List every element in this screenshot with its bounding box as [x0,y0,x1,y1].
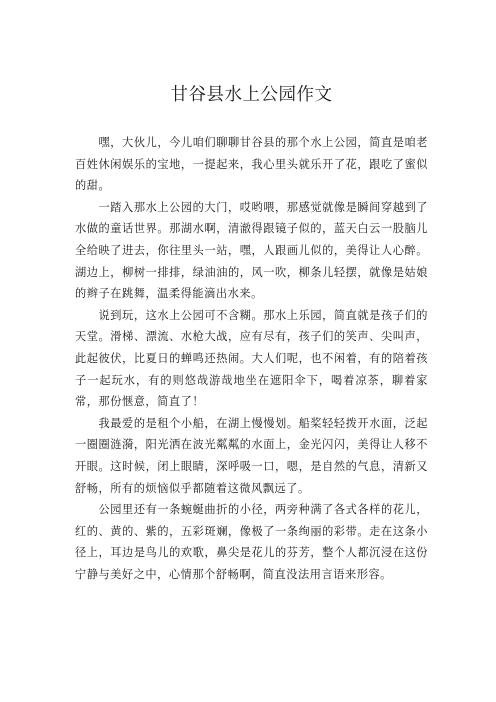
paragraph: 嘿，大伙儿，今儿咱们聊聊甘谷县的那个水上公园，简直是咱老百姓休闲娱乐的宝地，一提起来，我心里头就乐开了花，跟吃了蜜似的甜。 [75,136,428,193]
paragraph: 我最爱的是租个小船，在湖上慢慢划。船桨轻轻拨开水面，泛起一圈圈涟漪，阳光洒在波光粼粼的水面上，金光闪闪，美得让人移不开眼。这时候，闭上眼睛，深呼吸一口，嗯，是自然的气息，清新又舒畅，所有的烦恼似乎都随着这微风飘远了。 [75,416,428,495]
paragraph: 一踏入那水上公园的大门，哎哟喂，那感觉就像是瞬间穿越到了水做的童话世界。那湖水啊，清澈得跟镜子似的，蓝天白云一股脑儿全给映了进去，你往里头一站，嘿，人跟画儿似的，美得让人心醉。湖边上，柳树一排排，绿油油的，风一吹，柳条儿轻摆，就像是姑娘的辫子在跳舞，温柔得能滴出水来。 [75,200,428,301]
paragraph: 公园里还有一条蜿蜒曲折的小径，两旁种满了各式各样的花儿，红的、黄的、紫的，五彩斑斓，像极了一条绚丽的彩带。走在这条小径上，耳边是鸟儿的欢歌，鼻尖是花儿的芬芳，整个人都沉浸在这份宁静与美好之中，心情那个舒畅啊，简直没法用言语来形容。 [75,503,428,581]
document-body [75,132,428,585]
document-title: 甘谷县水上公园作文 [170,85,333,105]
paragraph: 说到玩，这水上公园可不含糊。那水上乐园，简直就是孩子们的天堂。滑梯、漂流、水枪大战，应有尽有，孩子们的笑声、尖叫声，此起彼伏，比夏日的蝉鸣还热闹。大人们呢，也不闲着，有的陪着孩子一起玩水，有的则悠哉游哉地坐在遮阳伞下，喝着凉茶，聊着家常，那份惬意，简直了！ [75,308,428,409]
